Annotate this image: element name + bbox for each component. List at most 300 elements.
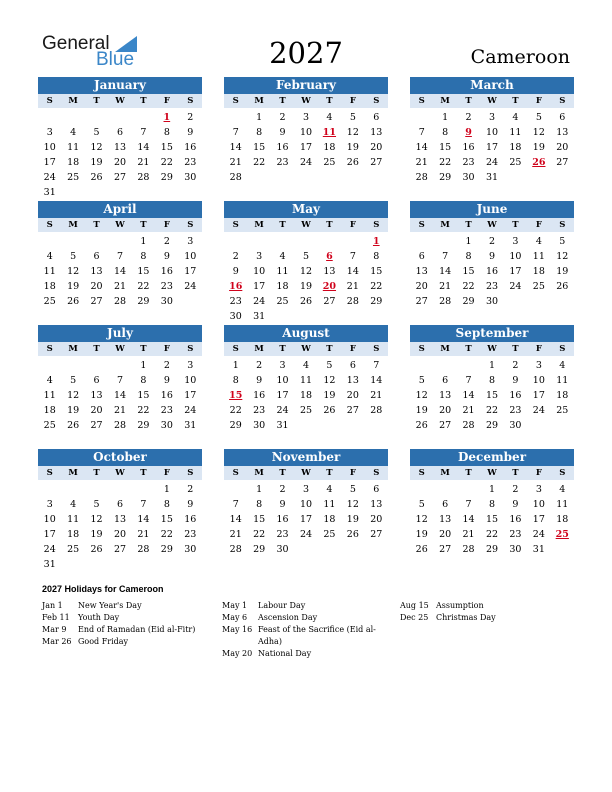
day-cell: 6	[559, 112, 566, 123]
empty-cell	[410, 358, 433, 373]
holiday-day-cell: 1	[372, 236, 380, 247]
month-header: September	[410, 325, 574, 342]
holiday-name: National Day	[258, 649, 312, 658]
day-cell: 20	[439, 529, 452, 540]
day-cell: 11	[323, 499, 336, 510]
day-cell: 15	[137, 266, 150, 277]
day-cell: 29	[160, 172, 173, 183]
weekday-label: T	[279, 344, 286, 354]
day-cell: 28	[113, 296, 127, 307]
day-cell: 22	[370, 281, 383, 292]
month-september	[410, 325, 574, 433]
day-cell: 7	[465, 499, 472, 510]
day-cell: 21	[137, 157, 150, 168]
day-cell: 12	[532, 127, 545, 138]
empty-cell	[38, 358, 61, 373]
day-cell: 10	[299, 127, 313, 138]
day-cell: 3	[46, 499, 53, 510]
day-cell: 25	[67, 544, 80, 555]
day-cell: 30	[485, 296, 499, 307]
day-cell: 13	[346, 375, 359, 386]
day-cell: 27	[346, 405, 359, 416]
weekday-label: T	[93, 96, 100, 106]
day-cell: 26	[90, 544, 103, 555]
day-cell: 15	[370, 266, 383, 277]
day-cell: 24	[184, 281, 197, 292]
day-cell: 19	[67, 405, 80, 416]
day-cell: 25	[276, 296, 289, 307]
holiday-date: Dec 25	[400, 613, 429, 622]
holiday-item	[222, 600, 398, 612]
empty-cell	[224, 110, 247, 125]
day-cell: 17	[532, 390, 545, 401]
day-cell: 15	[160, 514, 173, 525]
day-cell: 18	[43, 405, 56, 416]
month-march	[410, 77, 574, 185]
holiday-column	[400, 600, 576, 624]
year-title: 2027	[269, 36, 343, 70]
empty-cell	[85, 482, 108, 497]
day-cell: 28	[229, 544, 242, 555]
day-cell: 20	[346, 390, 359, 401]
day-cell: 7	[418, 127, 425, 138]
weekday-label: T	[326, 220, 333, 230]
day-cell: 9	[279, 499, 286, 510]
day-cell: 2	[163, 360, 170, 371]
weekday-label: W	[487, 344, 497, 354]
day-cell: 1	[140, 360, 147, 371]
holiday-date: May 20	[222, 649, 253, 658]
day-cell: 14	[415, 142, 428, 153]
day-cell: 23	[509, 405, 522, 416]
day-cell: 15	[253, 514, 266, 525]
month-august	[224, 325, 388, 433]
day-cell: 12	[323, 375, 336, 386]
weekday-label: S	[187, 344, 194, 354]
day-cell: 13	[439, 390, 452, 401]
day-cell: 6	[116, 127, 124, 138]
day-cell: 18	[556, 390, 569, 401]
weekday-label: F	[163, 220, 170, 230]
day-cell: 13	[556, 127, 569, 138]
day-cell: 14	[229, 142, 242, 153]
day-cell: 22	[160, 529, 173, 540]
holiday-date: May 16	[222, 625, 253, 634]
weekday-label: T	[512, 344, 519, 354]
weekday-label: M	[254, 96, 264, 106]
day-cell: 4	[70, 127, 77, 138]
holiday-column	[42, 600, 218, 648]
day-cell: 13	[90, 390, 103, 401]
day-cell: 10	[509, 251, 522, 262]
month-header: August	[224, 325, 388, 342]
day-cell: 18	[43, 281, 56, 292]
day-cell: 12	[415, 390, 428, 401]
day-cell: 31	[184, 420, 197, 431]
day-cell: 18	[276, 281, 289, 292]
day-cell: 24	[485, 157, 499, 168]
empty-cell	[85, 234, 108, 249]
month-header: April	[38, 201, 202, 218]
holiday-day-cell: 6	[326, 251, 333, 262]
day-cell: 23	[485, 281, 499, 292]
weekday-label: T	[512, 96, 519, 106]
day-cell: 25	[299, 405, 313, 416]
day-cell: 16	[184, 142, 197, 153]
day-cell: 9	[256, 375, 263, 386]
empty-cell	[247, 234, 270, 249]
day-cell: 11	[67, 142, 80, 153]
weekday-row	[38, 218, 202, 232]
day-cell: 26	[346, 157, 359, 168]
weekday-label: T	[465, 96, 472, 106]
day-cell: 7	[349, 251, 356, 262]
day-cell: 2	[512, 484, 519, 495]
day-cell: 23	[276, 529, 289, 540]
weekday-label: T	[465, 220, 472, 230]
weekday-label: T	[326, 468, 333, 478]
day-cell: 8	[465, 251, 472, 262]
weekday-label: T	[279, 468, 286, 478]
weekday-label: W	[301, 220, 311, 230]
holiday-name: New Year's Day	[78, 601, 142, 610]
empty-cell	[341, 234, 364, 249]
weekday-label: T	[140, 220, 147, 230]
day-cell: 11	[276, 266, 289, 277]
weekday-label: W	[115, 468, 125, 478]
day-cell: 16	[276, 142, 289, 153]
holiday-item	[222, 624, 398, 648]
weekday-label: W	[301, 468, 311, 478]
day-cell: 11	[532, 251, 545, 262]
day-cell: 10	[532, 375, 545, 386]
weekday-label: S	[559, 344, 566, 354]
weekday-label: M	[440, 96, 450, 106]
day-cell: 7	[232, 499, 239, 510]
day-cell: 12	[90, 514, 103, 525]
day-cell: 21	[113, 281, 127, 292]
day-cell: 9	[163, 375, 170, 386]
empty-cell	[132, 110, 155, 125]
month-header: July	[38, 325, 202, 342]
day-cell: 10	[253, 266, 266, 277]
day-cell: 19	[532, 142, 545, 153]
empty-cell	[410, 482, 433, 497]
day-cell: 20	[370, 514, 383, 525]
day-cell: 14	[113, 266, 127, 277]
day-cell: 18	[532, 266, 545, 277]
weekday-label: S	[187, 468, 194, 478]
day-cell: 5	[535, 112, 542, 123]
day-grid	[224, 482, 388, 557]
day-cell: 29	[137, 296, 150, 307]
day-cell: 22	[485, 405, 499, 416]
weekday-label: F	[535, 344, 542, 354]
day-cell: 1	[140, 236, 147, 247]
day-cell: 2	[187, 484, 194, 495]
weekday-label: S	[46, 96, 53, 106]
day-cell: 29	[485, 420, 499, 431]
day-cell: 28	[346, 296, 359, 307]
day-cell: 23	[253, 405, 266, 416]
weekday-label: M	[254, 344, 264, 354]
day-cell: 23	[184, 529, 197, 540]
day-cell: 29	[485, 544, 499, 555]
day-cell: 22	[229, 405, 242, 416]
day-cell: 4	[559, 360, 566, 371]
holiday-day-cell: 15	[229, 390, 243, 401]
day-cell: 6	[373, 484, 380, 495]
day-cell: 13	[370, 127, 383, 138]
day-cell: 2	[256, 360, 263, 371]
weekday-label: M	[68, 96, 78, 106]
day-cell: 18	[67, 529, 80, 540]
day-cell: 28	[370, 405, 383, 416]
day-cell: 14	[346, 266, 359, 277]
weekday-label: M	[254, 468, 264, 478]
day-cell: 25	[509, 157, 522, 168]
day-cell: 16	[160, 266, 173, 277]
holiday-item	[400, 612, 576, 624]
day-cell: 27	[415, 296, 428, 307]
day-cell: 1	[256, 484, 263, 495]
month-february	[224, 77, 388, 185]
day-cell: 28	[439, 296, 452, 307]
weekday-label: M	[440, 220, 450, 230]
day-cell: 11	[509, 127, 522, 138]
month-header: May	[224, 201, 388, 218]
day-cell: 18	[323, 142, 336, 153]
empty-cell	[61, 482, 84, 497]
logo-blue-text: Blue	[96, 49, 135, 70]
day-cell: 15	[439, 142, 452, 153]
day-cell: 11	[556, 375, 569, 386]
day-cell: 4	[512, 112, 519, 123]
day-cell: 13	[113, 514, 127, 525]
month-april	[38, 201, 202, 309]
day-cell: 3	[302, 484, 310, 495]
day-grid	[38, 482, 202, 572]
empty-cell	[318, 234, 341, 249]
day-cell: 7	[140, 127, 147, 138]
day-cell: 12	[415, 514, 428, 525]
weekday-label: S	[232, 468, 239, 478]
weekday-label: T	[326, 96, 333, 106]
day-cell: 14	[462, 390, 475, 401]
month-header: October	[38, 449, 202, 466]
day-cell: 14	[439, 266, 452, 277]
day-cell: 8	[163, 499, 170, 510]
weekday-label: T	[512, 220, 519, 230]
weekday-row	[224, 94, 388, 108]
day-grid	[38, 358, 202, 433]
weekday-row	[410, 342, 574, 356]
holiday-date: Aug 15	[400, 601, 429, 610]
weekday-label: T	[93, 220, 100, 230]
weekday-label: S	[559, 468, 566, 478]
month-header: November	[224, 449, 388, 466]
weekday-label: M	[440, 468, 450, 478]
day-cell: 22	[160, 157, 173, 168]
day-cell: 1	[163, 484, 170, 495]
day-cell: 5	[349, 484, 356, 495]
month-header: March	[410, 77, 574, 94]
day-cell: 5	[418, 499, 425, 510]
empty-cell	[410, 110, 433, 125]
day-cell: 11	[556, 499, 569, 510]
day-cell: 7	[232, 127, 239, 138]
day-cell: 4	[46, 251, 53, 262]
day-grid	[410, 358, 574, 433]
day-cell: 27	[90, 420, 103, 431]
day-grid	[38, 110, 202, 200]
day-cell: 26	[346, 529, 359, 540]
day-cell: 30	[160, 420, 173, 431]
day-cell: 16	[462, 142, 475, 153]
day-cell: 24	[43, 172, 56, 183]
day-cell: 6	[442, 375, 449, 386]
day-cell: 1	[488, 484, 496, 495]
day-cell: 27	[439, 420, 452, 431]
day-cell: 17	[43, 157, 56, 168]
day-cell: 13	[323, 266, 336, 277]
day-cell: 28	[137, 172, 150, 183]
empty-cell	[38, 110, 61, 125]
holiday-name: Ascension Day	[258, 613, 318, 622]
weekday-label: S	[418, 344, 425, 354]
day-cell: 31	[253, 311, 266, 322]
weekday-label: M	[68, 468, 78, 478]
day-cell: 10	[184, 251, 197, 262]
day-cell: 19	[346, 514, 359, 525]
holidays-title: 2027 Holidays for Cameroon	[42, 584, 164, 594]
weekday-label: S	[187, 96, 194, 106]
day-cell: 10	[532, 499, 545, 510]
day-cell: 24	[253, 296, 266, 307]
day-cell: 7	[465, 375, 472, 386]
holiday-name: Assumption	[436, 601, 484, 610]
day-cell: 29	[439, 172, 452, 183]
empty-cell	[108, 234, 131, 249]
empty-cell	[224, 482, 247, 497]
day-cell: 14	[137, 514, 150, 525]
holiday-item	[42, 612, 218, 624]
empty-cell	[271, 234, 294, 249]
day-cell: 20	[439, 405, 452, 416]
day-cell: 29	[462, 296, 475, 307]
day-cell: 17	[253, 281, 266, 292]
day-cell: 28	[137, 544, 150, 555]
weekday-label: S	[232, 96, 239, 106]
logo-general-text: General	[42, 33, 110, 54]
day-cell: 3	[187, 236, 194, 247]
day-cell: 27	[113, 172, 127, 183]
empty-cell	[294, 234, 317, 249]
day-cell: 15	[485, 390, 499, 401]
empty-cell	[224, 234, 247, 249]
day-cell: 22	[253, 157, 266, 168]
day-cell: 26	[415, 420, 428, 431]
holiday-day-cell: 11	[322, 127, 337, 138]
empty-cell	[61, 110, 84, 125]
weekday-label: W	[115, 220, 125, 230]
day-cell: 29	[370, 296, 383, 307]
day-grid	[224, 358, 388, 433]
day-cell: 22	[485, 529, 499, 540]
day-cell: 6	[93, 251, 100, 262]
weekday-label: F	[163, 344, 170, 354]
weekday-label: T	[279, 220, 286, 230]
empty-cell	[38, 482, 61, 497]
weekday-label: S	[559, 220, 566, 230]
day-cell: 9	[512, 499, 519, 510]
day-cell: 6	[442, 499, 449, 510]
day-cell: 31	[43, 559, 56, 570]
day-cell: 10	[276, 375, 289, 386]
day-cell: 26	[67, 296, 80, 307]
weekday-label: S	[418, 468, 425, 478]
day-cell: 9	[488, 251, 496, 262]
day-cell: 27	[370, 529, 383, 540]
day-cell: 14	[113, 390, 127, 401]
day-cell: 23	[160, 281, 173, 292]
weekday-row	[224, 342, 388, 356]
month-header: June	[410, 201, 574, 218]
weekday-label: S	[187, 220, 194, 230]
day-cell: 1	[442, 112, 449, 123]
day-cell: 9	[163, 251, 170, 262]
day-cell: 27	[556, 157, 569, 168]
weekday-label: S	[559, 96, 566, 106]
day-cell: 19	[415, 405, 428, 416]
day-cell: 23	[509, 529, 522, 540]
holiday-day-cell: 25	[555, 529, 569, 540]
day-cell: 4	[279, 251, 286, 262]
day-cell: 9	[279, 127, 286, 138]
day-cell: 3	[535, 360, 542, 371]
day-cell: 24	[43, 544, 56, 555]
day-cell: 20	[113, 157, 127, 168]
day-cell: 4	[326, 484, 333, 495]
day-cell: 17	[43, 529, 56, 540]
day-cell: 21	[229, 529, 242, 540]
day-cell: 13	[90, 266, 103, 277]
day-cell: 12	[346, 499, 359, 510]
day-cell: 25	[323, 529, 336, 540]
day-cell: 21	[229, 157, 242, 168]
weekday-label: M	[68, 344, 78, 354]
day-cell: 6	[418, 251, 425, 262]
day-cell: 12	[346, 127, 359, 138]
weekday-row	[410, 218, 574, 232]
day-cell: 17	[184, 266, 197, 277]
holiday-day-cell: 1	[163, 112, 171, 123]
day-cell: 19	[323, 390, 336, 401]
day-cell: 2	[279, 112, 286, 123]
day-cell: 27	[370, 157, 383, 168]
day-cell: 28	[415, 172, 428, 183]
day-cell: 19	[346, 142, 359, 153]
weekday-label: T	[140, 96, 147, 106]
day-cell: 1	[232, 360, 239, 371]
day-cell: 18	[323, 514, 336, 525]
day-cell: 5	[302, 251, 310, 262]
day-cell: 28	[229, 172, 242, 183]
day-cell: 21	[462, 405, 475, 416]
day-cell: 6	[373, 112, 380, 123]
weekday-label: W	[115, 344, 125, 354]
month-january	[38, 77, 202, 200]
